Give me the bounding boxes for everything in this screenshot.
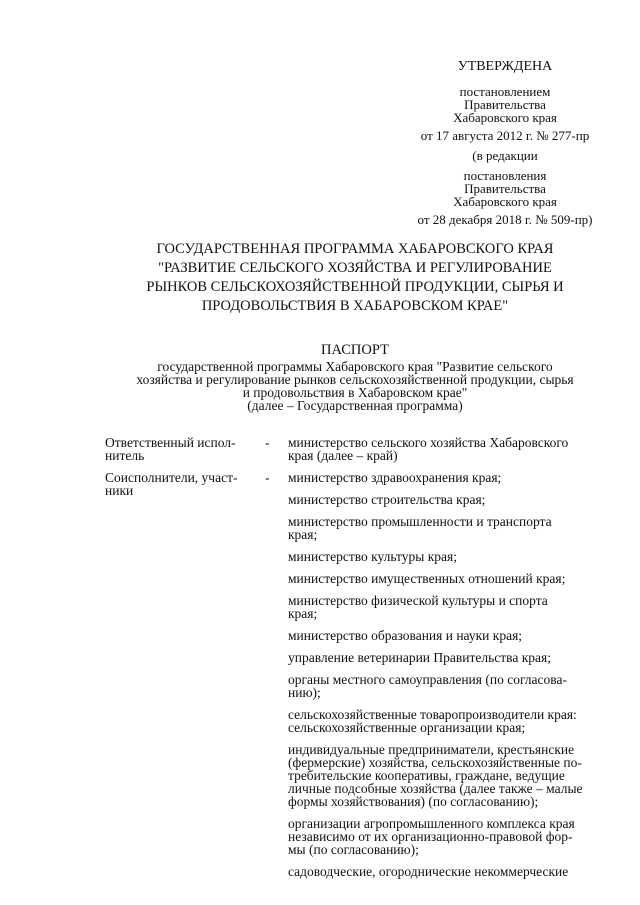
approval-line: Хабаровского края xyxy=(453,194,557,209)
row-label: Ответственный испол- нитель xyxy=(105,435,236,463)
approval-line: Правительства xyxy=(464,97,546,112)
row-dash: - xyxy=(265,435,270,450)
coexecutor-line: сельскохозяйственные организации края; xyxy=(288,720,526,735)
row-coexecutors xyxy=(105,471,615,878)
coexecutor-item xyxy=(288,629,615,642)
coexecutor-item xyxy=(288,708,615,734)
passport-table xyxy=(105,436,615,887)
approval-block xyxy=(395,60,615,226)
coexecutor-line: управление ветеринарии Правительства края; xyxy=(288,650,551,665)
coexecutor-line: сельскохозяйственные товаропроизводители края: xyxy=(288,707,577,722)
coexecutor-line: личные подсобные хозяйства (далее также – малые xyxy=(288,781,583,796)
program-title-line: ГОСУДАРСТВЕННАЯ ПРОГРАММА ХАБАРОВСКОГО КРАЯ xyxy=(156,241,554,257)
approval-line: Хабаровского края xyxy=(453,110,557,125)
coexecutor-item xyxy=(288,471,615,484)
coexecutor-item xyxy=(288,572,615,585)
row-values xyxy=(288,436,615,462)
coexecutor-item xyxy=(288,743,615,808)
coexecutor-line: министерство имущественных отношений края; xyxy=(288,571,566,586)
coexecutor-line: (фермерские) хозяйства, сельскохозяйственные по- xyxy=(288,755,582,770)
coexecutor-item xyxy=(288,550,615,563)
program-title-line: РЫНКОВ СЕЛЬСКОХОЗЯЙСТВЕННОЙ ПРОДУКЦИИ, СЫРЬЯ И xyxy=(146,279,564,295)
passport-title: ПАСПОРТ xyxy=(321,342,389,358)
program-title xyxy=(105,240,605,316)
coexecutor-line: независимо от их организационно-правовой фор- xyxy=(288,829,573,844)
coexecutor-line: требительские кооперативы, граждане, ведущие xyxy=(288,768,565,783)
coexecutor-line: края; xyxy=(288,606,318,621)
row-label: Соисполнители, участ- ники xyxy=(105,470,238,498)
coexecutor-line: министерство строительства края; xyxy=(288,492,486,507)
coexecutor-line: министерство образования и науки края; xyxy=(288,628,523,643)
coexecutor-line: формы хозяйствования) (по согласованию); xyxy=(288,794,539,809)
approval-heading: УТВЕРЖДЕНА xyxy=(457,59,553,74)
coexecutor-line: организации агропромышленного комплекса края xyxy=(288,816,575,831)
coexecutor-item xyxy=(288,673,615,699)
row-responsible xyxy=(105,436,615,462)
passport-subtitle-line: (далее – Государственная программа) xyxy=(247,398,463,413)
row-dash: - xyxy=(265,470,270,485)
row-values xyxy=(288,471,615,878)
coexecutor-line: индивидуальные предприниматели, крестьянские xyxy=(288,742,575,757)
approval-line: постановлением xyxy=(459,84,551,99)
passport-subtitle-line: хозяйства и регулирование рынков сельскохозяйственной продукции, сырья xyxy=(136,372,574,387)
program-title-line: "РАЗВИТИЕ СЕЛЬСКОГО ХОЗЯЙСТВА И РЕГУЛИРОВАНИЕ xyxy=(158,260,552,276)
coexecutor-line: мы (по согласованию); xyxy=(288,842,419,857)
value-item: министерство сельского хозяйства Хабаровского края (далее – край) xyxy=(288,435,569,463)
coexecutor-line: нию); xyxy=(288,685,321,700)
amendment-date: от 28 декабря 2018 г. № 509-пр) xyxy=(417,212,593,227)
passport-subtitle-line: и продовольствия в Хабаровском крае" xyxy=(242,385,468,400)
passport-header xyxy=(105,344,605,412)
coexecutor-item xyxy=(288,651,615,664)
approval-date: от 17 августа 2012 г. № 277-пр xyxy=(420,128,590,143)
coexecutor-line: края; xyxy=(288,527,318,542)
coexecutor-line: садоводческие, огороднические некоммерческие xyxy=(288,864,569,879)
program-title-line: ПРОДОВОЛЬСТВИЯ В ХАБАРОВСКОМ КРАЕ" xyxy=(201,298,509,314)
coexecutor-line: министерство физической культуры и спорта xyxy=(288,593,548,608)
coexecutor-line: министерство здравоохранения края; xyxy=(288,470,502,485)
coexecutor-line: министерство культуры края; xyxy=(288,549,457,564)
coexecutor-line: органы местного самоуправления (по согласова- xyxy=(288,672,567,687)
amendment-note: (в редакции xyxy=(472,148,538,163)
approval-line: Правительства xyxy=(464,181,546,196)
coexecutor-item xyxy=(288,493,615,506)
coexecutor-item xyxy=(288,817,615,856)
approval-line: постановления xyxy=(463,168,547,183)
coexecutor-line: министерство промышленности и транспорта xyxy=(288,514,552,529)
passport-subtitle-line: государственной программы Хабаровского края "Развитие сельского xyxy=(157,359,553,374)
coexecutor-item xyxy=(288,865,615,878)
coexecutor-item xyxy=(288,594,615,620)
coexecutor-item xyxy=(288,515,615,541)
